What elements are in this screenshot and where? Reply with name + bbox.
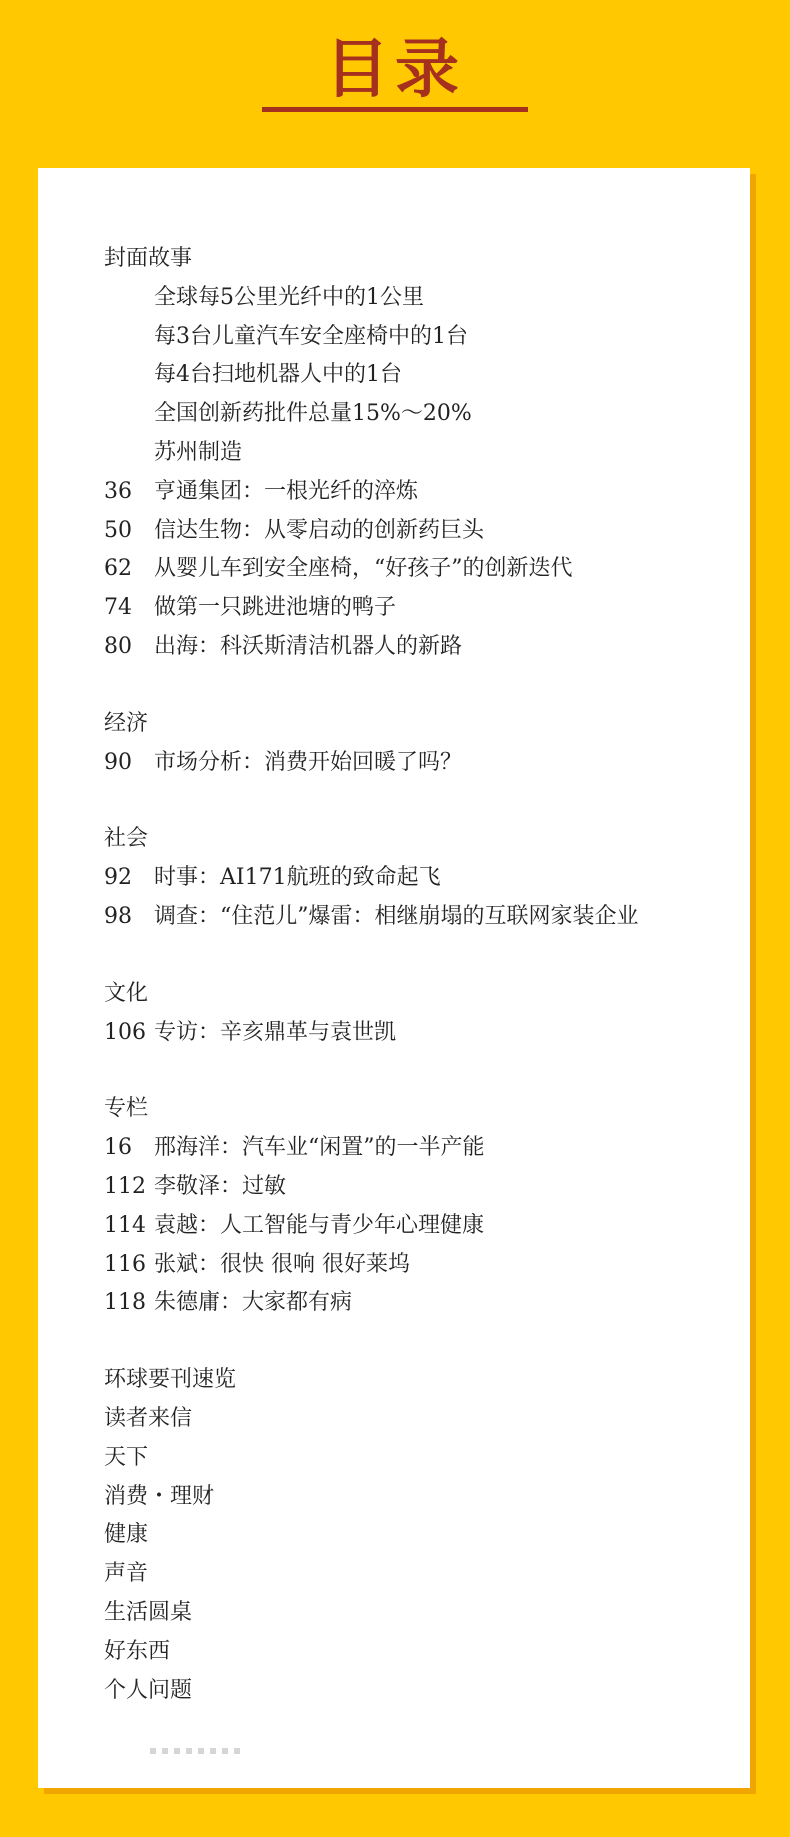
toc-entry[interactable] — [104, 1129, 744, 1168]
cover-subtitle: 苏州制造 — [154, 439, 243, 465]
entry-title: 专访：辛亥鼎革与袁世凯 — [154, 1019, 397, 1045]
entry-title: 出海：科沃斯清洁机器人的新路 — [154, 633, 463, 659]
table-of-contents — [104, 240, 744, 1710]
section-heading: 经济 — [104, 710, 149, 736]
section-regular-features — [104, 1361, 744, 1710]
page-number: 16 — [104, 1135, 132, 1161]
section-heading: 封面故事 — [104, 246, 193, 271]
section-heading: 专栏 — [104, 1096, 149, 1122]
feature-item[interactable]: 个人问题 — [104, 1677, 193, 1703]
feature-item[interactable]: 读者来信 — [104, 1405, 193, 1431]
section-cover-story — [104, 240, 744, 667]
feature-item[interactable]: 声音 — [104, 1561, 149, 1587]
page-number: 112 — [104, 1173, 146, 1199]
section-heading: 社会 — [104, 826, 149, 852]
feature-item[interactable]: 天下 — [104, 1444, 149, 1470]
page-number: 118 — [104, 1290, 146, 1316]
toc-entry[interactable] — [104, 1168, 744, 1207]
feature-item[interactable]: 环球要刊速览 — [104, 1367, 237, 1393]
cover-subtitle: 全球每5公里光纤中的1公里 — [154, 284, 424, 310]
page-number: 90 — [104, 749, 132, 775]
cropped-text-fragment — [150, 1748, 240, 1754]
cover-subtitle: 全国创新药批件总量15%～20% — [154, 401, 472, 427]
page-number: 50 — [104, 517, 132, 543]
entry-title: 做第一只跳进池塘的鸭子 — [154, 595, 397, 621]
feature-item[interactable]: 生活圆桌 — [104, 1599, 193, 1625]
entry-title: 市场分析：消费开始回暖了吗？ — [154, 749, 463, 775]
toc-entry[interactable] — [104, 589, 744, 628]
entry-title: 调查：“住范儿”爆雷：相继崩塌的互联网家装企业 — [154, 903, 639, 929]
title-underline — [262, 107, 528, 112]
section-society — [104, 820, 744, 936]
toc-entry[interactable] — [104, 628, 744, 667]
toc-entry[interactable] — [104, 550, 744, 589]
entry-title: 亨通集团：一根光纤的淬炼 — [154, 478, 419, 504]
page-number: 74 — [104, 595, 132, 621]
section-culture — [104, 975, 744, 1053]
section-columns — [104, 1090, 744, 1323]
page-number: 98 — [104, 903, 132, 929]
toc-entry[interactable] — [104, 1284, 744, 1323]
entry-title: 信达生物：从零启动的创新药巨头 — [154, 517, 485, 543]
entry-title: 朱德庸：大家都有病 — [154, 1290, 353, 1316]
toc-entry[interactable] — [104, 1207, 744, 1246]
toc-entry[interactable] — [104, 512, 744, 551]
feature-item[interactable]: 消费・理财 — [104, 1483, 215, 1509]
toc-entry[interactable] — [104, 744, 744, 783]
toc-entry[interactable] — [104, 1014, 744, 1053]
page-number: 116 — [104, 1251, 146, 1277]
page-title: 目录 — [325, 33, 465, 107]
entry-title: 张斌：很快 很响 很好莱坞 — [154, 1251, 410, 1277]
feature-item[interactable]: 健康 — [104, 1522, 149, 1548]
page-number: 62 — [104, 556, 132, 582]
page-number: 36 — [104, 478, 132, 504]
page-number: 106 — [104, 1019, 146, 1045]
toc-entry[interactable] — [104, 859, 744, 898]
toc-entry[interactable] — [104, 898, 744, 937]
page-number: 92 — [104, 865, 132, 891]
toc-entry[interactable] — [104, 1246, 744, 1285]
entry-title: 邢海洋：汽车业“闲置”的一半产能 — [154, 1135, 485, 1161]
entry-title: 从婴儿车到安全座椅，“好孩子”的创新迭代 — [154, 556, 573, 582]
cover-subtitle: 每4台扫地机器人中的1台 — [154, 362, 402, 388]
entry-title: 袁越：人工智能与青少年心理健康 — [154, 1212, 485, 1238]
feature-item[interactable]: 好东西 — [104, 1638, 171, 1664]
entry-title: 李敬泽：过敏 — [154, 1173, 287, 1199]
cover-subtitle: 每3台儿童汽车安全座椅中的1台 — [154, 323, 468, 349]
page-number: 114 — [104, 1212, 146, 1238]
entry-title: 时事：AI171航班的致命起飞 — [154, 865, 441, 891]
section-heading: 文化 — [104, 980, 149, 1006]
section-economy — [104, 705, 744, 783]
toc-entry[interactable] — [104, 473, 744, 512]
page-number: 80 — [104, 633, 132, 659]
